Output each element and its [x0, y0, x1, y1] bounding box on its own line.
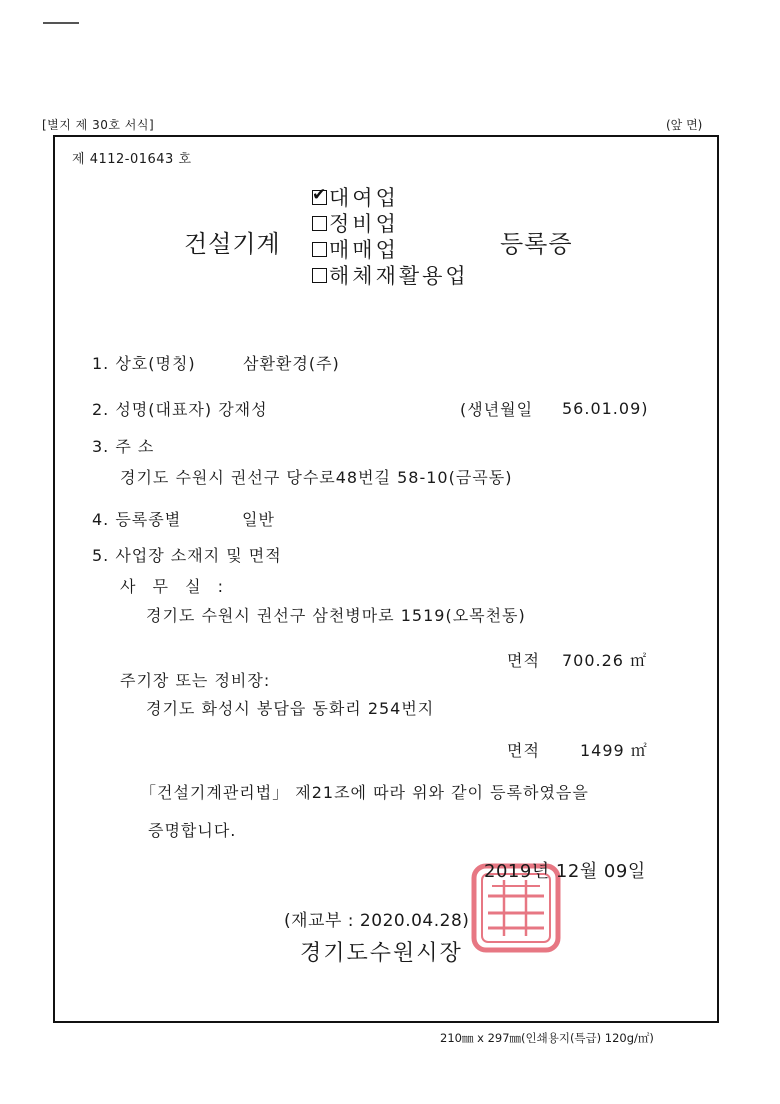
- business-type-label: 해체재활용업: [329, 264, 469, 288]
- item4-label: 4. 등록종별: [92, 510, 182, 529]
- birth-label: (생년월일: [460, 400, 534, 419]
- business-type-item: [312, 262, 469, 288]
- item3-label: 3. 주 소: [92, 437, 155, 456]
- item1-label: 1. 상호(명칭): [92, 354, 196, 373]
- registration-number: 제 4112-01643 호: [72, 152, 192, 167]
- issue-date: 2019년 12월 09일: [484, 861, 646, 882]
- pen-mark: [43, 22, 79, 24]
- paper-spec: 210㎜ x 297㎜(인쇄용지(특급) 120g/㎡): [440, 1031, 654, 1045]
- office-label: 사 무 실 :: [120, 577, 230, 596]
- yard-label: 주기장 또는 정비장:: [120, 671, 271, 690]
- checkbox-icon: [312, 190, 327, 205]
- checkbox-icon: [312, 216, 327, 231]
- certification-text-line2: 증명합니다.: [148, 821, 237, 840]
- item3-value: 경기도 수원시 권선구 당수로48번길 58-10(금곡동): [120, 468, 513, 487]
- certification-text-line1: 「건설기계관리법」 제21조에 따라 위와 같이 등록하였음을: [140, 783, 589, 802]
- item5-label: 5. 사업장 소재지 및 면적: [92, 546, 282, 565]
- yard-area-label: 면적: [507, 741, 540, 760]
- office-address: 경기도 수원시 권선구 삼천병마로 1519(오목천동): [146, 606, 526, 625]
- business-type-label: 대여업: [329, 186, 399, 210]
- checkbox-icon: [312, 242, 327, 257]
- front-side-label: (앞 면): [666, 118, 703, 132]
- item2-label: 2. 성명(대표자) 강재성: [92, 400, 268, 419]
- office-area-label: 면적: [507, 651, 540, 670]
- item1-value: 삼환환경(주): [243, 354, 340, 373]
- business-type-item: [312, 236, 469, 262]
- office-area-value: 700.26 ㎡: [562, 651, 648, 670]
- item4-value: 일반: [242, 510, 275, 529]
- title-right: 등록증: [500, 230, 573, 258]
- business-type-item: [312, 210, 469, 236]
- yard-address: 경기도 화성시 봉담읍 동화리 254번지: [146, 699, 435, 718]
- issuer: 경기도수원시장: [300, 941, 463, 966]
- business-type-label: 정비업: [329, 212, 399, 236]
- yard-area-value: 1499 ㎡: [580, 741, 648, 760]
- title-left: 건설기계: [184, 230, 281, 258]
- reissue-date: (재교부 : 2020.04.28): [284, 911, 470, 931]
- form-label: [별지 제 30호 서식]: [42, 118, 155, 132]
- business-type-label: 매매업: [329, 238, 399, 262]
- business-type-item: [312, 184, 469, 210]
- checkbox-icon: [312, 268, 327, 283]
- birth-value: 56.01.09): [562, 399, 649, 418]
- business-type-list: [312, 184, 469, 288]
